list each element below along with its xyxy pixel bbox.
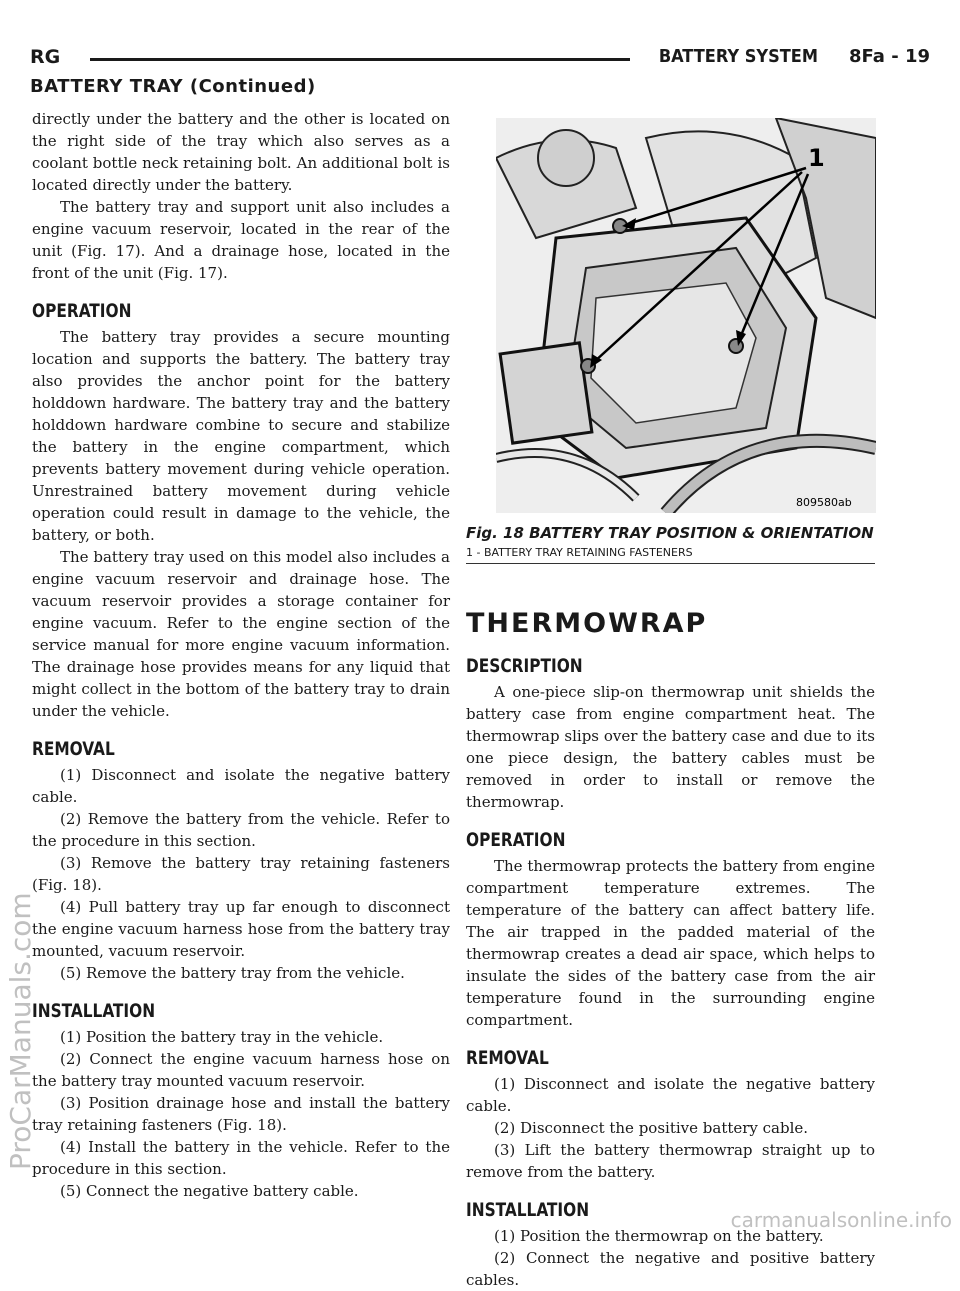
heading-operation: OPERATION — [466, 829, 566, 851]
header-model-code: RG — [30, 46, 61, 68]
paragraph: The battery tray and support unit also includes a engine vacuum reservoir, located in the rear of the unit (Fig. 17). And a drainage hose, located in the front of the unit (Fig. 17). — [32, 198, 450, 282]
header-rule — [90, 58, 630, 61]
step: (1) Position the thermowrap on the battery. — [494, 1227, 824, 1245]
step: (4) Pull battery tray up far enough to disconnect the engine vacuum harness hose from the battery tray mounted, vacuum reservoir. — [32, 898, 450, 960]
paragraph: The thermowrap protects the battery from engine compartment temperature extremes. The temperature of the battery can affect battery life. The air trapped in the padded material of the thermowrap creates a dead air space, which helps to insulate the sides of the battery case from the air temperature found in the surrounding engine compartment. — [466, 857, 875, 1029]
figure-caption: Fig. 18 BATTERY TRAY POSITION & ORIENTATION — [466, 524, 874, 542]
step: (5) Remove the battery tray from the vehicle. — [60, 964, 405, 982]
step: (3) Remove the battery tray retaining fasteners (Fig. 18). — [32, 854, 450, 894]
header-page-number: 8Fa - 19 — [849, 46, 930, 67]
left-column — [32, 108, 450, 1202]
battery-tray-figure — [496, 118, 876, 513]
paragraph: directly under the battery and the other is located on the right side of the tray which also serves as a coolant bottle neck retaining bolt. An additional bolt is located directly under the battery. — [32, 110, 450, 194]
section-title-thermowrap: THERMOWRAP — [466, 608, 708, 639]
figure-legend: 1 - BATTERY TRAY RETAINING FASTENERS — [466, 546, 875, 564]
step: (3) Position drainage hose and install the battery tray retaining fasteners (Fig. 18). — [32, 1094, 450, 1134]
step: (2) Disconnect the positive battery cable. — [494, 1119, 809, 1137]
header-section-title: BATTERY SYSTEM — [658, 46, 818, 67]
footer-url: carmanualsonline.info — [730, 1208, 952, 1232]
watermark: ProCarManuals.com — [4, 892, 37, 1170]
heading-removal: REMOVAL — [32, 738, 115, 760]
step: (2) Remove the battery from the vehicle. Refer to the procedure in this section. — [32, 810, 450, 850]
figure-code: 809580ab — [796, 496, 852, 509]
step: (5) Connect the negative battery cable. — [60, 1182, 359, 1200]
paragraph: The battery tray provides a secure mounting location and supports the battery. The battery tray also provides the anchor point for the battery holddown hardware. The battery tray and the battery holddown hardware combine to secure and stabilize the battery in the engine compartment, which prevents battery movement during vehicle operation. Unrestrained battery movement during vehicle operation could result in damage to the vehicle, the battery, or both. — [32, 328, 450, 544]
paragraph: The battery tray used on this model also includes a engine vacuum reservoir and drainage hose. The vacuum reservoir provides a storage container for engine vacuum. Refer to the engine section of the service manual for more engine vacuum information. The drainage hose provides means for any liquid that might collect in the bottom of the battery tray to drain under the vehicle. — [32, 548, 450, 720]
battery-tray-illustration — [496, 118, 876, 513]
step: (2) Connect the engine vacuum harness hose on the battery tray mounted vacuum reservoir. — [32, 1050, 450, 1090]
step: (1) Position the battery tray in the vehicle. — [60, 1028, 384, 1046]
continued-heading: BATTERY TRAY (Continued) — [30, 76, 316, 97]
heading-operation: OPERATION — [32, 300, 132, 322]
heading-installation: INSTALLATION — [466, 1199, 590, 1221]
heading-removal: REMOVAL — [466, 1047, 549, 1069]
step: (4) Install the battery in the vehicle. Refer to the procedure in this section. — [32, 1138, 450, 1178]
step: (1) Disconnect and isolate the negative battery cable. — [32, 766, 450, 806]
step: (1) Disconnect and isolate the negative battery cable. — [466, 1075, 875, 1115]
step: (3) Lift the battery thermowrap straight up to remove from the battery. — [466, 1141, 875, 1181]
heading-installation: INSTALLATION — [32, 1000, 156, 1022]
right-column — [466, 590, 875, 1291]
step: (2) Connect the negative and positive battery cables. — [466, 1249, 875, 1289]
heading-description: DESCRIPTION — [466, 655, 583, 677]
figure-caption-block — [466, 524, 875, 564]
paragraph: A one-piece slip-on thermowrap unit shields the battery case from engine compartment heat. The thermowrap slips over the battery case and due to its one piece design, the battery cables must be removed in order to install or remove the thermowrap. — [466, 683, 875, 811]
page-header — [30, 38, 930, 70]
callout-number: 1 — [808, 144, 825, 172]
